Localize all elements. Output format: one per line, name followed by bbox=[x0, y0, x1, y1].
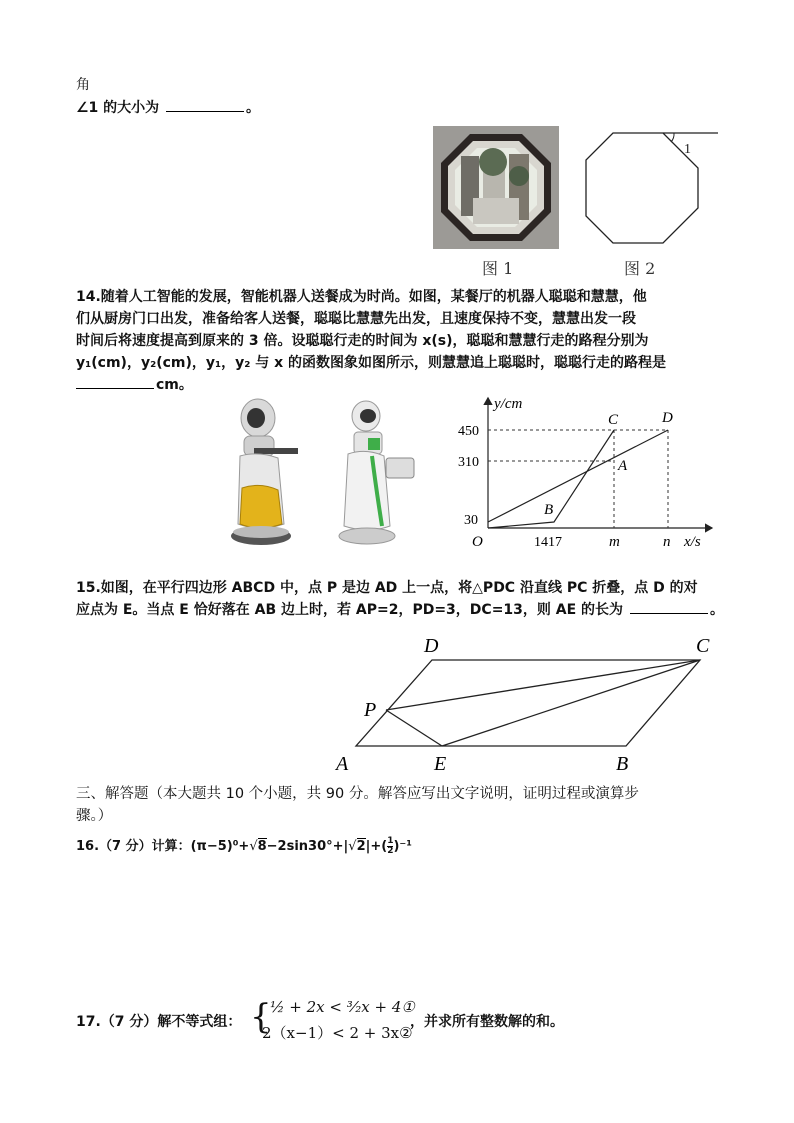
point-p-label: P bbox=[364, 699, 377, 721]
angle-1-label: 1 bbox=[684, 142, 691, 157]
q14-line-3: 时间后将速度提高到原来的 3 倍。设聪聪行走的时间为 x(s)，聪聪和慧慧行走的路程分别为 bbox=[76, 333, 649, 349]
q15-parallelogram-figure bbox=[330, 628, 726, 776]
fig1-octagon-window-photo bbox=[433, 126, 559, 249]
q13-question-text: ∠1 的大小为 bbox=[76, 100, 160, 116]
q16-expr-a: (π−5)⁰+ bbox=[190, 839, 250, 854]
x-tick-m: m bbox=[609, 534, 620, 550]
q16-expr-c: |+( bbox=[365, 839, 388, 854]
y-tick-450: 450 bbox=[458, 424, 479, 439]
q17-inequality-1: ½ + 2x < ³⁄₂x + 4① bbox=[270, 998, 415, 1016]
q17-brace: { bbox=[250, 997, 272, 1037]
point-e-label: E bbox=[434, 753, 447, 775]
y-tick-310: 310 bbox=[458, 455, 479, 470]
q16-sqrt2: 2 bbox=[356, 839, 366, 854]
q15-answer-blank[interactable] bbox=[630, 599, 708, 614]
point-b-label: B bbox=[544, 502, 554, 518]
section-3-heading: 三、解答题（本大题共 10 个小题，共 90 分。解答应写出文字说明，证明过程或演算步 bbox=[76, 786, 639, 802]
octagon-window-image bbox=[433, 126, 559, 249]
q14-unit: cm。 bbox=[156, 377, 193, 393]
origin-label: O bbox=[472, 534, 483, 550]
q16-sqrt8: 8 bbox=[257, 839, 267, 854]
q15-line-2 bbox=[76, 599, 724, 621]
y-axis-label: y/cm bbox=[494, 396, 523, 412]
fig1-caption: 图 1 bbox=[482, 259, 514, 278]
q17-suffix: ，并求所有整数解的和。 bbox=[410, 1014, 564, 1030]
vertex-d-label: D bbox=[424, 635, 439, 657]
x-axis-label: x/s bbox=[684, 534, 701, 550]
q15-line-1: 15.如图，在平行四边形 ABCD 中，点 P 是边 AD 上一点，将△PDC 沿直线 PC 折叠，点 D 的对 bbox=[76, 580, 698, 596]
fig2-caption: 图 2 bbox=[624, 259, 656, 278]
q15-line-2-text: 应点为 E。当点 E 恰好落在 AB 边上时，若 AP=2，PD=3，DC=13，则 AE 的长为 bbox=[76, 602, 624, 618]
q16-prefix: 16.（7 分）计算： bbox=[76, 839, 191, 854]
vertex-a-label: A bbox=[336, 753, 349, 775]
q14-answer-blank[interactable] bbox=[76, 374, 154, 389]
q13-answer-blank[interactable] bbox=[166, 97, 244, 112]
q13-answer-line bbox=[76, 97, 716, 119]
q13-period: 。 bbox=[246, 100, 261, 116]
point-c-label: C bbox=[608, 412, 619, 428]
point-d-label: D bbox=[662, 410, 673, 426]
q14-line-2: 们从厨房门口出发，准备给客人送餐，聪聪比慧慧先出发，且速度保持不变，慧慧出发一段 bbox=[76, 311, 636, 327]
continued-text-line: 角 bbox=[76, 77, 90, 93]
robot-congcong-illustration bbox=[228, 396, 300, 548]
y-tick-30: 30 bbox=[464, 513, 478, 528]
vertex-b-label: B bbox=[616, 753, 629, 775]
x-tick-n: n bbox=[663, 534, 671, 550]
section-3-heading-cont: 骤。） bbox=[76, 808, 113, 824]
q14-line-4: y₁(cm)，y₂(cm)，y₁，y₂ 与 x 的函数图象如图所示，则慧慧追上聪聪时，聪聪行走的路程是 bbox=[76, 355, 667, 371]
robot-huihui-illustration bbox=[332, 398, 416, 546]
q15-period: 。 bbox=[709, 602, 724, 618]
x-tick-1417: 1417 bbox=[534, 535, 562, 550]
fig2-octagon-diagram bbox=[580, 126, 720, 246]
vertex-c-label: C bbox=[696, 635, 710, 657]
q17-inequality-2: 2（x−1）< 2 + 3x② bbox=[262, 1024, 413, 1042]
q14-function-graph bbox=[458, 392, 720, 554]
q17-prefix: 17.（7 分）解不等式组： bbox=[76, 1014, 242, 1030]
q16-frac-denominator: 2 bbox=[387, 846, 394, 856]
q16-expr-b: −2sin30°+| bbox=[266, 839, 349, 854]
point-a-label: A bbox=[618, 458, 628, 474]
q16-frac-numerator: 1 bbox=[387, 836, 394, 846]
q16-question: 16.（7 分）计算：(π−5)⁰+√8−2sin30°+|√2|+( $\frac{1}{2}$ )⁻¹ bbox=[76, 836, 412, 856]
q14-line-1: 14.随着人工智能的发展，智能机器人送餐成为时尚。如图，某餐厅的机器人聪聪和慧慧，他 bbox=[76, 289, 647, 305]
q16-expr-d: )⁻¹ bbox=[393, 839, 412, 854]
